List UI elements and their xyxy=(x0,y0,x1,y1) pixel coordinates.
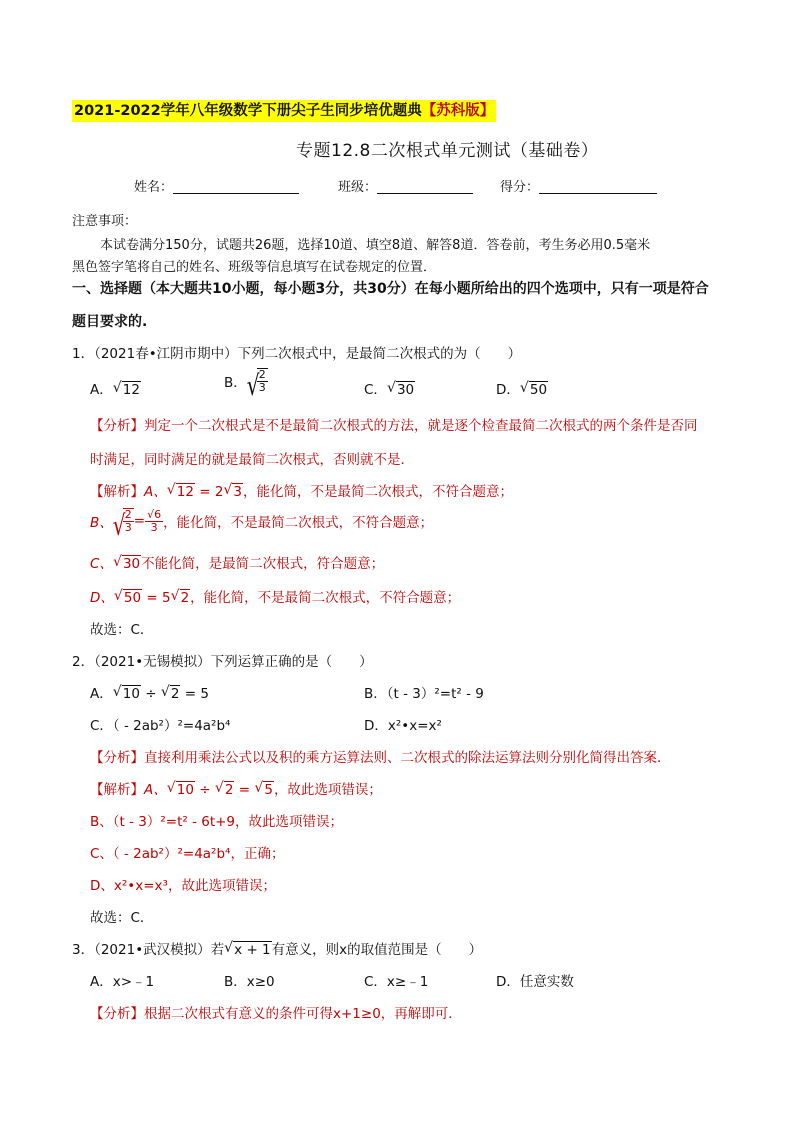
q2-solution-a xyxy=(90,778,382,798)
q1-analysis-line-1 xyxy=(90,414,698,434)
q2-answer: 故选：C． xyxy=(90,910,154,926)
q3-analysis xyxy=(90,1002,462,1022)
series-title-main: 2021-2022学年八年级数学下册尖子生同步培优题典 xyxy=(74,103,422,119)
choice-letter: D、 xyxy=(90,590,114,606)
q3-option-d: D．任意实数 xyxy=(496,974,574,990)
section-heading-line-2: 题目要求的. xyxy=(72,314,148,330)
radical: √ 3 xyxy=(223,482,243,500)
analysis-tag: 【分析】 xyxy=(90,418,144,434)
class-blank[interactable] xyxy=(377,179,473,194)
analysis-tag: 【分析】 xyxy=(90,1006,144,1022)
q2-option-d: D．x²•x=x² xyxy=(364,718,442,734)
option-label: A． xyxy=(90,382,113,398)
name-label: 姓名： xyxy=(134,180,174,195)
result: = 5 xyxy=(180,686,209,702)
equals: = 5 xyxy=(142,590,171,606)
radicand: 50 xyxy=(529,382,548,398)
radicand: 10 xyxy=(176,782,194,798)
analysis-text: 判定一个二次根式是不是最简二次根式的方法，就是逐个检查最简二次根式的两个条件是否同 xyxy=(144,418,698,434)
q2-option-b: B．（t - 3）²=t² - 9 xyxy=(364,686,484,702)
q2-analysis xyxy=(90,746,671,766)
equals: = xyxy=(234,782,255,798)
q2-option-a xyxy=(90,682,209,702)
q1-solution-d xyxy=(90,586,460,606)
notice-heading: 注意事项： xyxy=(72,214,138,229)
radical: √ 12 xyxy=(112,380,140,398)
q1-option-a xyxy=(90,378,141,398)
q1-solution-a xyxy=(90,480,513,500)
solution-text: ，能化简，不是最简二次根式，不符合题意； xyxy=(190,590,461,606)
page-title: 专题12.8二次根式单元测试（基础卷） xyxy=(296,141,599,161)
solution-text: ，故此选项错误； xyxy=(273,782,382,798)
denominator: 3 xyxy=(124,521,132,534)
stem-text: 有意义，则x的取值范围是（ ） xyxy=(271,942,483,958)
q1-solution-c xyxy=(90,552,384,572)
radicand: x + 1 xyxy=(234,942,271,958)
radicand: 12 xyxy=(176,484,194,500)
option-label: B． xyxy=(224,375,247,391)
question-2-stem: 2．（2021•无锡模拟）下列运算正确的是（ ） xyxy=(72,654,373,670)
radicand: 3 xyxy=(233,484,243,500)
radical-fraction: √ $\frac{2}{3}$ xyxy=(112,508,132,543)
solution-tag: 【解析】 xyxy=(90,484,144,500)
radical: √ 50 xyxy=(113,588,142,606)
analysis-tag: 【分析】 xyxy=(90,750,144,766)
radical: √ 30 xyxy=(112,554,141,572)
score-label: 得分： xyxy=(500,180,540,195)
radicand: 12 xyxy=(122,382,140,398)
analysis-text: 直接利用乘法公式以及积的乘方运算法则、二次根式的除法运算法则分别化简得出答案． xyxy=(144,750,671,766)
radical: √ 50 xyxy=(519,380,548,398)
name-field xyxy=(134,176,299,195)
stem-text: 3．（2021•武汉模拟）若 xyxy=(72,942,225,958)
operator: ÷ xyxy=(140,686,161,702)
question-1-stem: 1．（2021春•江阴市期中）下列二次根式中，是最简二次根式的为（ ） xyxy=(72,346,522,362)
radicand: 30 xyxy=(396,382,415,398)
radical: √ 2 xyxy=(170,588,190,606)
radicand: 50 xyxy=(123,590,142,606)
q2-solution-d: D、x²•x=x³，故此选项错误； xyxy=(90,878,276,894)
q3-option-c: C．x≥﹣1 xyxy=(364,974,429,990)
denominator: 3 xyxy=(258,381,266,394)
radical: √ 12 xyxy=(166,482,194,500)
q1-option-c xyxy=(364,378,415,398)
choice-letter: A、 xyxy=(144,782,167,798)
choice-letter: B、 xyxy=(90,515,113,531)
numerator: 2 xyxy=(258,368,266,381)
option-label: C． xyxy=(364,382,387,398)
score-blank[interactable] xyxy=(539,179,657,194)
radical: √ x + 1 xyxy=(224,940,271,958)
radicand: 5 xyxy=(264,782,273,798)
notice-line-2: 黑色签字笔将自己的姓名、班级等信息填写在试卷规定的位置． xyxy=(72,260,437,275)
fraction xyxy=(145,509,163,534)
operator: ÷ xyxy=(194,782,215,798)
equals: = 2 xyxy=(194,484,224,500)
analysis-text: 根据二次根式有意义的条件可得x+1≥0，再解即可． xyxy=(144,1006,462,1022)
score-field xyxy=(500,176,657,195)
solution-tag: 【解析】 xyxy=(90,782,144,798)
radical: √ 30 xyxy=(386,380,415,398)
option-label: A． xyxy=(90,686,113,702)
radical-fraction: √ $\frac{2}{3}$ xyxy=(246,368,266,403)
name-blank[interactable] xyxy=(173,179,299,194)
section-heading-line-1: 一、选择题（本大题共10小题，每小题3分，共30分）在每小题所给出的四个选项中，只有一项是符合 xyxy=(72,281,709,297)
radical: √ 5 xyxy=(254,780,273,798)
class-field xyxy=(338,176,473,195)
option-label: D． xyxy=(496,382,520,398)
q1-solution-b xyxy=(90,507,434,543)
radicand: 2 xyxy=(224,782,234,798)
choice-letter: A、 xyxy=(144,484,167,500)
series-title xyxy=(72,100,496,122)
radicand: 10 xyxy=(122,686,140,702)
radical: √ 10 xyxy=(112,684,140,702)
radicand: 2 xyxy=(180,590,190,606)
numerator: 2 xyxy=(124,508,132,521)
q2-solution-c: C、（ - 2ab²）²=4a²b⁴，正确； xyxy=(90,846,285,862)
choice-letter: C、 xyxy=(90,556,113,572)
q3-option-b: B．x≥0 xyxy=(224,974,275,990)
notice-line-1: 本试卷满分150分，试题共26题，选择10道、填空8道、解答8道．答卷前，考生务必用0.5毫米 xyxy=(100,238,651,253)
class-label: 班级： xyxy=(338,180,378,195)
solution-text: ，能化简，不是最简二次根式，不符合题意； xyxy=(243,484,514,500)
solution-text: 不能化简，是最简二次根式，符合题意； xyxy=(141,556,385,572)
radical: √ 10 xyxy=(166,780,194,798)
denominator: 3 xyxy=(150,520,158,534)
q1-answer: 故选：C． xyxy=(90,622,154,638)
radical: √ 2 xyxy=(160,684,180,702)
q2-option-c: C．（ - 2ab²）²=4a²b⁴ xyxy=(90,718,231,734)
radicand: 30 xyxy=(122,556,141,572)
numerator: √6 xyxy=(147,507,162,521)
solution-text: ，能化简，不是最简二次根式，不符合题意； xyxy=(163,515,434,531)
q2-solution-b: B、（t - 3）²=t² - 6t+9，故此选项错误； xyxy=(90,814,344,830)
q1-option-d xyxy=(496,378,548,398)
question-3-stem xyxy=(72,938,482,958)
radicand: 2 xyxy=(170,686,180,702)
equals: = xyxy=(133,513,146,529)
q1-analysis-line-2: 时满足，同时满足的就是最简二次根式，否则就不是． xyxy=(90,452,414,468)
radical: √ 2 xyxy=(214,780,234,798)
q1-option-b xyxy=(224,368,268,403)
series-title-edition: 【苏科版】 xyxy=(421,103,495,119)
q3-option-a: A．x>﹣1 xyxy=(90,974,155,990)
